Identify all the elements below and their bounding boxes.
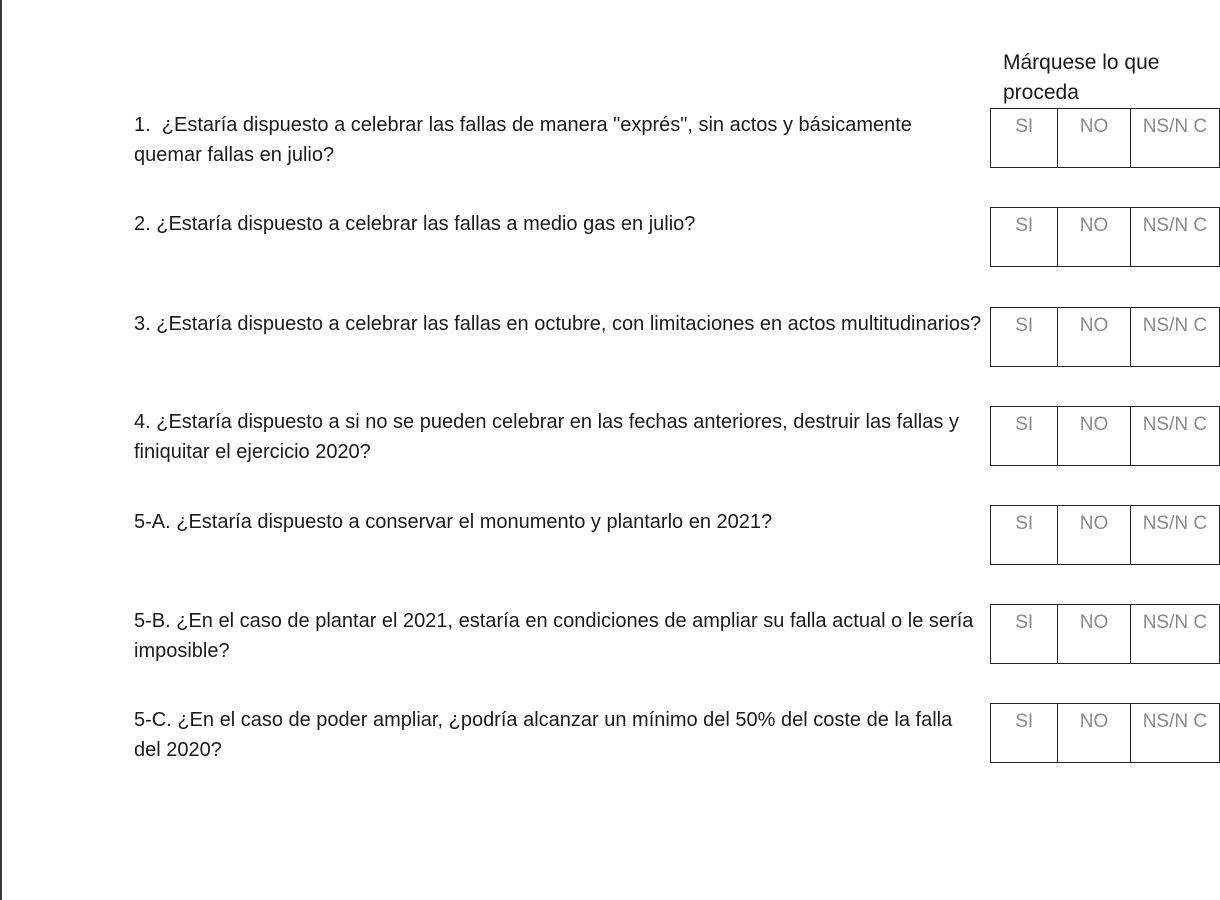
question-5a-option-si[interactable]: SI bbox=[991, 506, 1058, 564]
question-5b-option-no[interactable]: NO bbox=[1058, 605, 1130, 663]
question-1-answer-box bbox=[990, 108, 1220, 168]
question-2-option-si[interactable]: SI bbox=[991, 208, 1058, 266]
question-2-text: 2. ¿Estaría dispuesto a celebrar las fallas a medio gas en julio? bbox=[134, 213, 696, 235]
page-left-edge bbox=[0, 0, 2, 900]
question-4-text: 4. ¿Estaría dispuesto a si no se pueden celebrar en las fechas anteriores, destruir las fallas y finiquitar el ejercicio 2020? bbox=[134, 411, 971, 463]
question-3-option-no[interactable]: NO bbox=[1058, 308, 1130, 366]
question-5a-answer-box bbox=[990, 505, 1220, 565]
question-5a-option-nsnc[interactable]: NS/N C bbox=[1142, 513, 1208, 534]
question-5c-option-no[interactable]: NO bbox=[1058, 704, 1130, 762]
question-5c-text: 5-C. ¿En el caso de poder ampliar, ¿podría alcanzar un mínimo del 50% del coste de la falla del 2020? bbox=[134, 709, 958, 761]
question-4-option-no[interactable]: NO bbox=[1058, 407, 1130, 465]
question-1-option-no[interactable]: NO bbox=[1058, 109, 1130, 167]
question-5a-text: 5-A. ¿Estaría dispuesto a conservar el monumento y plantarlo en 2021? bbox=[134, 511, 773, 533]
question-4-answer-box bbox=[990, 406, 1220, 466]
answer-column-header: Márquese lo que proceda bbox=[1003, 51, 1160, 104]
question-5c-option-nsnc[interactable]: NS/N C bbox=[1142, 711, 1208, 732]
question-4-option-si[interactable]: SI bbox=[991, 407, 1058, 465]
question-2-answer-box bbox=[990, 207, 1220, 267]
question-5a-option-no[interactable]: NO bbox=[1058, 506, 1130, 564]
question-5b-option-nsnc[interactable]: NS/N C bbox=[1142, 612, 1208, 633]
question-5b-answer-box bbox=[990, 604, 1220, 664]
question-4-option-nsnc[interactable]: NS/N C bbox=[1142, 414, 1208, 435]
question-5b-text: 5-B. ¿En el caso de plantar el 2021, estaría en condiciones de ampliar su falla actual o le sería imposible? bbox=[134, 610, 979, 662]
question-2-option-no[interactable]: NO bbox=[1058, 208, 1130, 266]
question-1-option-nsnc[interactable]: NS/N C bbox=[1142, 116, 1208, 137]
question-5b-option-si[interactable]: SI bbox=[991, 605, 1058, 663]
question-1-option-si[interactable]: SI bbox=[991, 109, 1058, 167]
question-3-option-si[interactable]: SI bbox=[991, 308, 1058, 366]
question-3-answer-box bbox=[990, 307, 1220, 367]
question-5c-answer-box bbox=[990, 703, 1220, 763]
question-3-text: 3. ¿Estaría dispuesto a celebrar las fallas en octubre, con limitaciones en actos multitudinarios? bbox=[134, 313, 982, 335]
question-3-option-nsnc[interactable]: NS/N C bbox=[1142, 315, 1208, 336]
question-5c-option-si[interactable]: SI bbox=[991, 704, 1058, 762]
question-1-text: 1. ¿Estaría dispuesto a celebrar las fallas de manera "exprés", sin actos y básicamente quemar fallas en julio? bbox=[134, 114, 918, 166]
question-2-option-nsnc[interactable]: NS/N C bbox=[1142, 215, 1208, 236]
